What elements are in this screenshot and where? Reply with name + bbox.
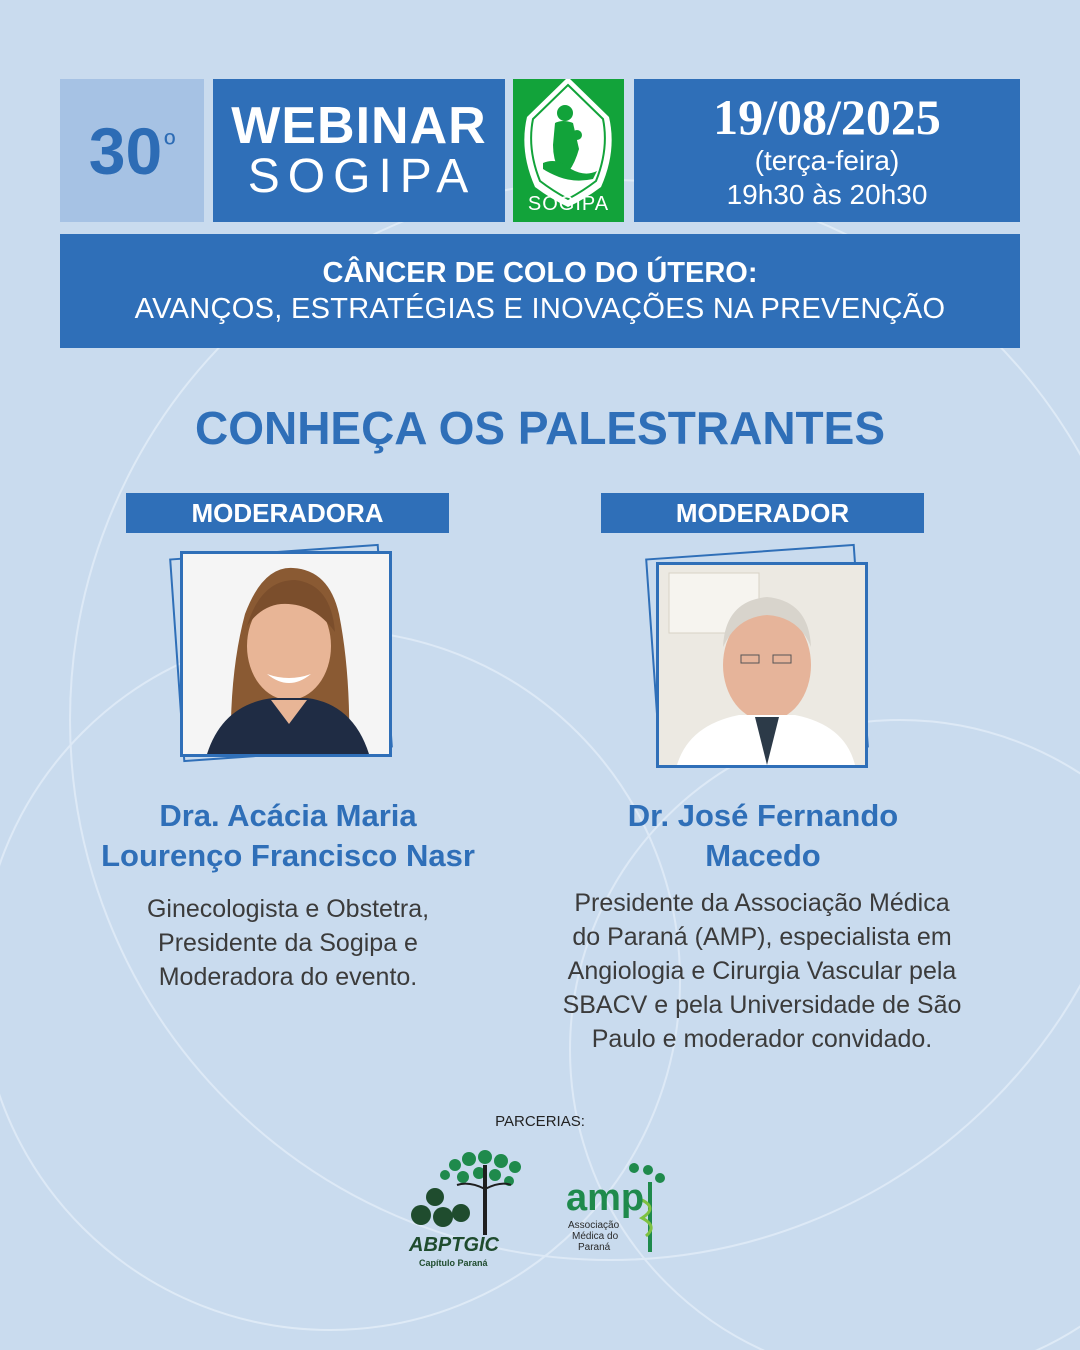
event-time: 19h30 às 20h30 bbox=[726, 178, 928, 210]
amp-caduceus-icon bbox=[566, 1160, 676, 1260]
speaker-role-badge: MODERADORA bbox=[126, 493, 449, 533]
section-title: CONHEÇA OS PALESTRANTES bbox=[194, 402, 886, 454]
amp-name: amp bbox=[566, 1177, 645, 1219]
speaker-name-line1: Dra. Acácia Maria bbox=[159, 798, 417, 833]
abptgic-logo bbox=[405, 1145, 525, 1275]
amp-subtitle-line: Médica do bbox=[572, 1231, 619, 1242]
edition-ordinal: º bbox=[164, 127, 176, 161]
speaker-name-line2: Macedo bbox=[705, 838, 821, 873]
description-line: Angiologia e Cirurgia Vascular pela bbox=[567, 957, 957, 985]
description-line: Presidente da Associação Médica bbox=[574, 889, 950, 917]
amp-logo bbox=[566, 1160, 676, 1260]
description-line: Moderadora do evento. bbox=[158, 963, 418, 991]
speaker-photo bbox=[180, 551, 392, 757]
speaker-name bbox=[53, 796, 523, 876]
abptgic-tree-icon bbox=[405, 1145, 525, 1275]
speaker-description bbox=[527, 886, 997, 1056]
speaker-name bbox=[528, 796, 998, 876]
webinar-title-line1: WEBINAR bbox=[231, 96, 487, 155]
partners-label: PARCERIAS: bbox=[495, 1113, 585, 1130]
description-line: Paulo e moderador convidado. bbox=[591, 1025, 933, 1053]
speaker-photo bbox=[656, 562, 868, 768]
edition-number: 30 bbox=[88, 113, 163, 188]
topic-line2: AVANÇOS, ESTRATÉGIAS E INOVAÇÕES NA PREVENÇÃO bbox=[134, 293, 946, 325]
description-line: Presidente da Sogipa e bbox=[158, 929, 418, 957]
topic-line1: CÂNCER DE COLO DO ÚTERO: bbox=[322, 257, 758, 289]
speaker-name-line2: Lourenço Francisco Nasr bbox=[101, 838, 475, 873]
speaker-role-badge: MODERADOR bbox=[601, 493, 924, 533]
topic-banner bbox=[60, 234, 1020, 348]
description-line: do Paraná (AMP), especialista em bbox=[572, 923, 952, 951]
speaker-description bbox=[53, 892, 523, 994]
logo-text: SOGIPA bbox=[527, 193, 610, 215]
abptgic-name: ABPTGIC bbox=[409, 1234, 499, 1256]
edition-badge bbox=[60, 79, 204, 222]
amp-subtitle-line: Paraná bbox=[578, 1242, 611, 1253]
abptgic-subtitle: Capítulo Paraná bbox=[419, 1258, 488, 1268]
webinar-title-box bbox=[213, 79, 505, 222]
sogipa-logo bbox=[513, 79, 624, 222]
description-line: Ginecologista e Obstetra, bbox=[146, 895, 430, 923]
event-date: 19/08/2025 bbox=[713, 88, 941, 145]
webinar-title-line2: SOGIPA bbox=[247, 149, 477, 203]
speaker-name-line1: Dr. José Fernando bbox=[627, 798, 899, 833]
event-weekday: (terça-feira) bbox=[754, 144, 900, 176]
description-line: SBACV e pela Universidade de São bbox=[562, 991, 962, 1019]
amp-subtitle-line: Associação bbox=[568, 1220, 620, 1231]
date-box bbox=[634, 79, 1020, 222]
